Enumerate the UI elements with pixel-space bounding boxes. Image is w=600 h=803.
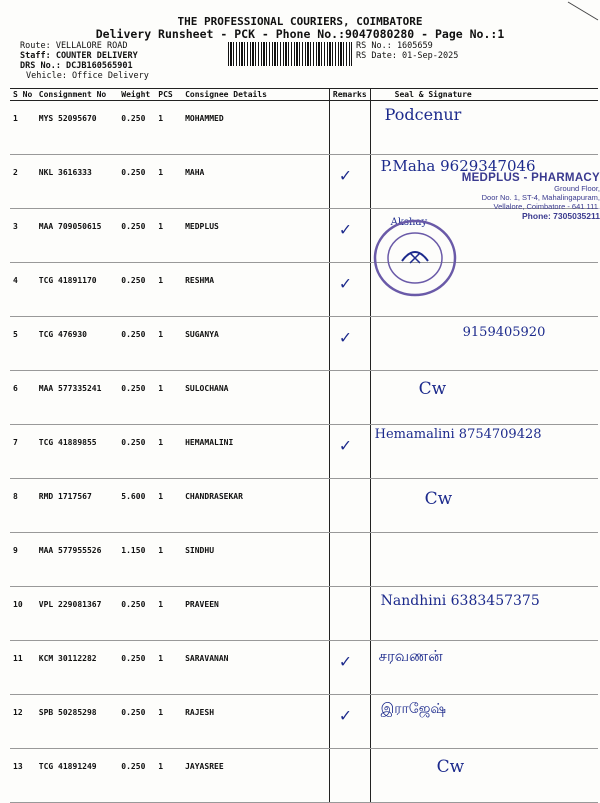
row-consignee: JAYASREE [182,749,329,803]
round-seal-stamp [372,217,458,299]
handwritten-signature: Nandhini 6383457375 [380,593,540,609]
row-seal-signature [370,641,598,695]
drs-text: DRS No.: DCJB160565901 [20,61,133,71]
table-row [10,101,598,155]
row-seal-signature [370,479,598,533]
row-seal-signature [370,425,598,479]
row-remarks [329,641,370,695]
runsheet-meta-left [20,41,149,81]
row-consignee: MEDPLUS [182,209,329,263]
row-consignment-no: MAA 577335241 [36,371,119,425]
staff-text: Staff: COUNTER DELIVERY [20,51,138,61]
row-sno: 6 [10,371,36,425]
medplus-address-3: Vellalore, Coimbatore - 641 111. [493,202,600,211]
row-remarks [329,533,370,587]
row-sno: 2 [10,155,36,209]
medplus-address-2: Door No. 1, ST-4, Mahalingapuram, [481,193,600,202]
header-sno: S No [10,89,36,101]
row-weight: 0.250 [118,641,155,695]
row-sno: 1 [10,101,36,155]
row-consignment-no: MAA 577955526 [36,533,119,587]
page-title: THE PROFESSIONAL COURIERS, COIMBATORE [177,15,423,28]
row-consignee: CHANDRASEKAR [182,479,329,533]
row-consignee: SARAVANAN [182,641,329,695]
row-consignment-no: TCG 41889855 [36,425,119,479]
row-pcs: 1 [155,155,182,209]
row-seal-signature [370,371,598,425]
table-row [10,641,598,695]
header-pcs: PCS [155,89,182,101]
check-mark-icon: ✓ [339,219,351,240]
table-header-row [10,89,598,101]
row-sno: 5 [10,317,36,371]
row-pcs: 1 [155,263,182,317]
row-consignment-no: TCG 41891249 [36,749,119,803]
row-consignment-no: VPL 229081367 [36,587,119,641]
handwritten-signature: Cw [436,757,465,777]
handwritten-signature: இராஜேஷ் [380,701,447,717]
row-consignment-no: RMD 1717567 [36,479,119,533]
row-seal-signature [370,317,598,371]
row-sno: 12 [10,695,36,749]
row-remarks [329,263,370,317]
handwritten-signature: சரவணன் [378,647,443,665]
header-seal-signature: Seal & Signature [370,89,598,101]
medplus-stamp [432,172,600,221]
scan-corner-mark [566,0,600,22]
row-pcs: 1 [155,317,182,371]
runsheet-subtitle: Delivery Runsheet - PCK - Phone No.:9047080280 - Page No.:1 [95,27,505,41]
check-mark-icon: ✓ [339,165,351,186]
handwritten-signature: Hemamalini 8754709428 [374,427,542,442]
handwritten-signature: Cw [418,379,447,399]
vehicle-text: Vehicle: Office Delivery [26,71,149,81]
row-weight: 0.250 [118,263,155,317]
row-consignee: HEMAMALINI [182,425,329,479]
rs-date-text: RS Date: 01-Sep-2025 [356,51,459,61]
row-pcs: 1 [155,695,182,749]
row-remarks [329,749,370,803]
row-sno: 4 [10,263,36,317]
barcode-image [228,42,352,66]
handwritten-signature: 9159405920 [462,325,546,340]
medplus-address-1: Ground Floor, [554,184,600,193]
row-consignee: RAJESH [182,695,329,749]
row-sno: 8 [10,479,36,533]
row-consignment-no: NKL 3616333 [36,155,119,209]
row-weight: 0.250 [118,587,155,641]
row-weight: 5.600 [118,479,155,533]
check-mark-icon: ✓ [339,651,351,672]
row-weight: 0.250 [118,155,155,209]
row-seal-signature [370,587,598,641]
row-remarks [329,587,370,641]
row-remarks [329,371,370,425]
table-row [10,695,598,749]
medplus-phone: Phone: 7305035211 [522,211,600,221]
row-consignee: SULOCHANA [182,371,329,425]
table-row [10,749,598,803]
row-weight: 0.250 [118,317,155,371]
row-remarks [329,209,370,263]
row-pcs: 1 [155,371,182,425]
row-consignment-no: MYS 52095670 [36,101,119,155]
row-consignee: SUGANYA [182,317,329,371]
row-sno: 3 [10,209,36,263]
row-consignee: RESHMA [182,263,329,317]
row-sno: 13 [10,749,36,803]
row-pcs: 1 [155,641,182,695]
handwritten-signature: P.Maha 9629347046 [380,157,536,175]
row-remarks [329,101,370,155]
row-pcs: 1 [155,425,182,479]
header-weight: Weight [118,89,155,101]
row-consignee: PRAVEEN [182,587,329,641]
row-seal-signature [370,101,598,155]
row-seal-signature [370,749,598,803]
table-row [10,263,598,317]
row-consignment-no: KCM 30112282 [36,641,119,695]
handwritten-signature: Podcenur [384,105,462,124]
row-remarks [329,155,370,209]
row-pcs: 1 [155,533,182,587]
row-seal-signature [370,533,598,587]
table-row [10,587,598,641]
header-consignee: Consignee Details [182,89,329,101]
row-weight: 0.250 [118,695,155,749]
row-pcs: 1 [155,587,182,641]
table-row [10,425,598,479]
row-weight: 0.250 [118,425,155,479]
row-sno: 7 [10,425,36,479]
check-mark-icon: ✓ [339,327,351,348]
row-remarks [329,425,370,479]
handwritten-signature: Cw [424,489,453,509]
row-weight: 1.150 [118,533,155,587]
medplus-name: MEDPLUS - PHARMACY [461,172,600,184]
row-pcs: 1 [155,101,182,155]
row-weight: 0.250 [118,749,155,803]
route-text: Route: VELLALORE ROAD [20,41,128,51]
table-row [10,371,598,425]
row-pcs: 1 [155,209,182,263]
row-consignee: SINDHU [182,533,329,587]
row-seal-signature [370,695,598,749]
table-row [10,479,598,533]
row-consignment-no: SPB 50285298 [36,695,119,749]
row-consignment-no: TCG 41891170 [36,263,119,317]
table-row [10,533,598,587]
row-remarks [329,317,370,371]
header-consignment: Consignment No [36,89,119,101]
row-weight: 0.250 [118,371,155,425]
row-sno: 9 [10,533,36,587]
runsheet-meta-right [356,41,458,61]
row-sno: 10 [10,587,36,641]
check-mark-icon: ✓ [339,273,351,294]
row-consignee: MAHA [182,155,329,209]
check-mark-icon: ✓ [339,435,351,456]
rs-number-text: RS No.: 1605659 [356,41,433,51]
row-pcs: 1 [155,749,182,803]
handwritten-signature: Akshay [390,217,428,228]
row-sno: 11 [10,641,36,695]
row-pcs: 1 [155,479,182,533]
check-mark-icon: ✓ [339,705,351,726]
row-consignment-no: TCG 476930 [36,317,119,371]
table-row [10,317,598,371]
header-remarks: Remarks [329,89,370,101]
row-weight: 0.250 [118,209,155,263]
row-weight: 0.250 [118,101,155,155]
row-remarks [329,479,370,533]
row-consignee: MOHAMMED [182,101,329,155]
row-remarks [329,695,370,749]
row-consignment-no: MAA 709050615 [36,209,119,263]
